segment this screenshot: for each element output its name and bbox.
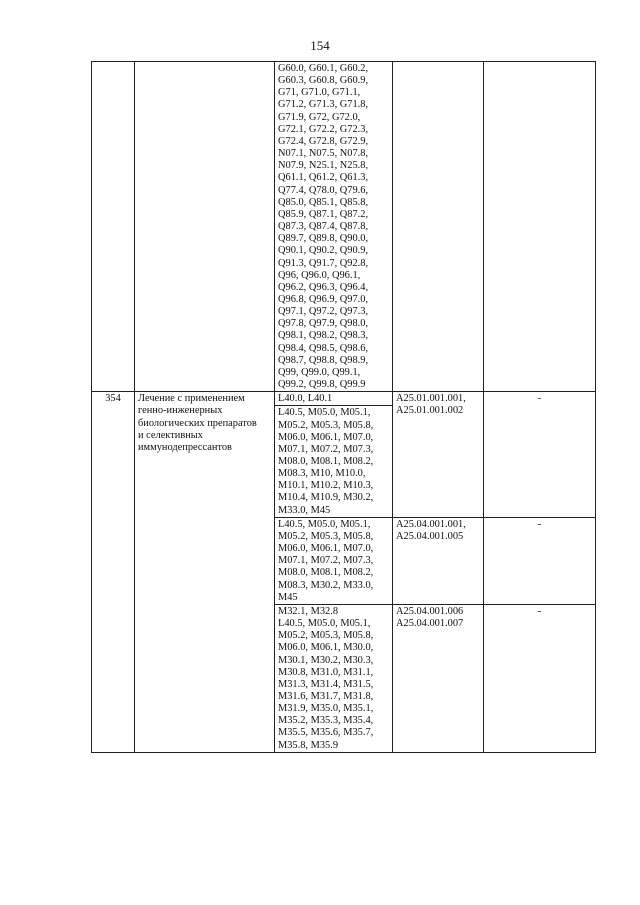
cell-line: M31.9, M35.0, M35.1, (278, 703, 374, 715)
cell-line: G71.9, G72, G72.0, (278, 111, 361, 123)
treatment-name-cell (135, 392, 275, 753)
codes-table (91, 61, 596, 753)
cell-line: Лечение с применением (138, 393, 245, 405)
cell-line: L40.5, M05.0, M05.1, (278, 618, 371, 630)
icd-codes-cell (275, 517, 393, 604)
cell-line: G72.1, G72.2, G72.3, (278, 123, 369, 135)
cell-line: Q98.4, Q98.5, Q98.6, (278, 342, 369, 354)
table-row (92, 62, 596, 392)
extra-cell: - (484, 517, 596, 604)
cell-line: M05.2, M05.3, M05.8, (278, 419, 374, 431)
cell-line: Q89.7, Q89.8, Q90.0, (278, 233, 369, 245)
cell-line: M06.0, M06.1, M30.0, (278, 642, 374, 654)
cell-line: L40.5, M05.0, M05.1, (278, 407, 371, 419)
icd-codes-cell (275, 406, 393, 517)
cell-line: M35.2, M35.3, M35.4, (278, 715, 374, 727)
cell-line: M31.6, M31.7, M31.8, (278, 690, 374, 702)
cell-line: M33.0, M45 (278, 504, 331, 516)
cell-line: Q99, Q99.0, Q99.1, (278, 366, 361, 378)
cell-line: Q97.1, Q97.2, Q97.3, (278, 306, 369, 318)
cell-line: M07.1, M07.2, M07.3, (278, 555, 374, 567)
cell-line: M08.3, M30.2, M33.0, (278, 579, 374, 591)
table-row (92, 392, 596, 406)
cell-line: M10.4, M10.9, M30.2, (278, 492, 374, 504)
cell-line: M07.1, M07.2, M07.3, (278, 443, 374, 455)
cell-line: M06.0, M06.1, M07.0, (278, 543, 374, 555)
row-number-cell: 354 (92, 392, 135, 753)
cell-line: Q85.0, Q85.1, Q85.8, (278, 196, 369, 208)
cell-line: L40.5, M05.0, M05.1, (278, 518, 371, 530)
cell-line: биологических препаратов (138, 417, 257, 429)
cell-line: N07.1, N07.5, N07.8, (278, 148, 369, 160)
cell-line: M35.5, M35.6, M35.7, (278, 727, 374, 739)
cell-line: M45 (278, 591, 298, 603)
service-codes-cell (393, 604, 484, 752)
cell-line: G71.2, G71.3, G71.8, (278, 99, 369, 111)
cell-line: M06.0, M06.1, M07.0, (278, 431, 374, 443)
cell-line: Q98.7, Q98.8, Q98.9, (278, 354, 369, 366)
cell-line: Q90.1, Q90.2, Q90.9, (278, 245, 369, 257)
cell-line: A25.04.001.001, (396, 518, 466, 530)
cell-line: Q98.1, Q98.2, Q98.3, (278, 330, 369, 342)
cell-line: M08.0, M08.1, M08.2, (278, 456, 374, 467)
treatment-name-cell (135, 62, 275, 392)
service-codes-cell (393, 392, 484, 518)
icd-codes-cell (275, 392, 393, 406)
cell-line: Q77.4, Q78.0, Q79.6, (278, 184, 369, 196)
cell-line: Q87.3, Q87.4, Q87.8, (278, 221, 369, 233)
cell-line: M32.1, M32.8 (278, 605, 339, 617)
cell-line: Q96, Q96.0, Q96.1, (278, 269, 361, 281)
cell-line: G71, G71.0, G71.1, (278, 87, 361, 99)
cell-line: M30.8, M31.0, M31.1, (278, 666, 374, 678)
cell-line: A25.04.001.007 (396, 618, 464, 630)
cell-line: A25.04.001.005 (396, 530, 464, 542)
cell-line: A25.04.001.006 (396, 605, 464, 617)
cell-line: A25.01.001.001, (396, 393, 466, 405)
row-number-cell (92, 62, 135, 392)
icd-codes-cell (275, 62, 393, 392)
cell-line: G60.3, G60.8, G60.9, (278, 75, 369, 87)
cell-line: M05.2, M05.3, M05.8, (278, 530, 374, 542)
icd-codes-cell (275, 604, 393, 752)
cell-line: Q85.9, Q87.1, Q87.2, (278, 208, 369, 220)
cell-line: генно-инженерных (138, 405, 223, 417)
extra-cell: - (484, 392, 596, 518)
extra-cell: - (484, 604, 596, 752)
cell-line: и селективных (138, 429, 203, 441)
cell-line: G72.4, G72.8, G72.9, (278, 135, 369, 147)
cell-line: M05.2, M05.3, M05.8, (278, 630, 374, 642)
extra-cell (484, 62, 596, 392)
cell-line: Q96.8, Q96.9, Q97.0, (278, 293, 369, 305)
cell-line: G60.0, G60.1, G60.2, (278, 63, 369, 74)
cell-line: M30.1, M30.2, M30.3, (278, 654, 374, 666)
cell-line: M10.1, M10.2, M10.3, (278, 480, 374, 492)
cell-line: A25.01.001.002 (396, 405, 464, 417)
cell-line: M08.3, M10, M10.0, (278, 468, 366, 480)
cell-line: M35.8, M35.9 (278, 739, 339, 751)
cell-line: L40.0, L40.1 (278, 393, 333, 405)
cell-line: M31.3, M31.4, M31.5, (278, 678, 374, 690)
cell-line: Q97.8, Q97.9, Q98.0, (278, 318, 369, 330)
cell-line: Q96.2, Q96.3, Q96.4, (278, 281, 369, 293)
cell-line: Q91.3, Q91.7, Q92.8, (278, 257, 369, 269)
cell-line: N07.9, N25.1, N25.8, (278, 160, 369, 172)
service-codes-cell (393, 62, 484, 392)
cell-line: иммунодепрессантов (138, 441, 232, 453)
cell-line: Q99.2, Q99.8, Q99.9 (278, 379, 366, 391)
service-codes-cell (393, 517, 484, 604)
cell-line: Q61.1, Q61.2, Q61.3, (278, 172, 369, 184)
page-number: 154 (310, 38, 330, 53)
cell-line: M08.0, M08.1, M08.2, (278, 567, 374, 579)
